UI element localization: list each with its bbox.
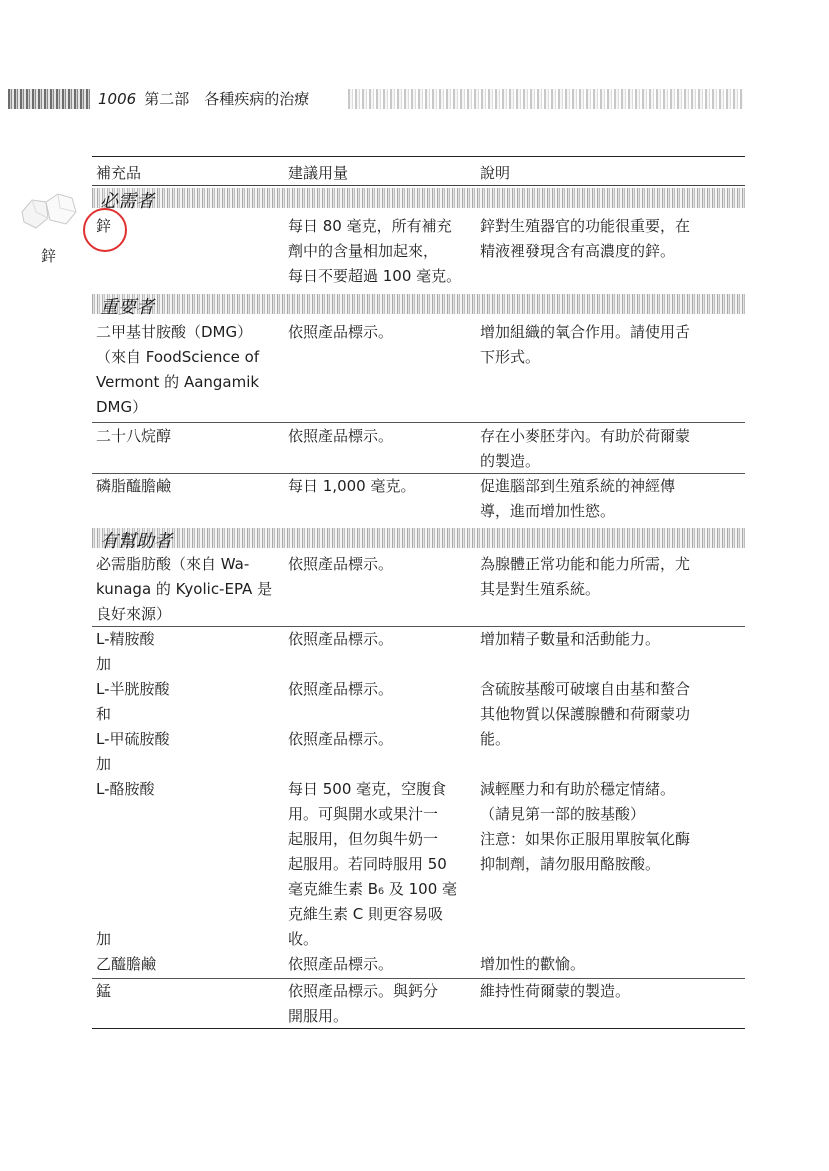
page-number: 1006 (98, 90, 137, 108)
table-top-rule (92, 156, 745, 157)
manganese-dose: 依照產品標示。與鈣分 開服用。 (288, 982, 439, 1025)
table-header (92, 162, 745, 184)
dmg-name: 二甲基甘胺酸（DMG） （來自 FoodScience of Vermont 的 Aangamik DMG） (96, 323, 260, 416)
section-label: 必需者 (98, 187, 156, 213)
arginine-dose: 依照產品標示。 (288, 630, 394, 648)
cysteine-name: L-半胱胺酸 和 (96, 680, 170, 723)
efa-dose: 依照產品標示。 (288, 555, 394, 573)
efa-note: 為腺體正常功能和能力所需，尤 其是對生殖系統。 (480, 555, 691, 598)
zinc-name: 鋅 (96, 217, 112, 235)
acetylcholine-name: 乙醯膽鹼 (96, 955, 157, 973)
section-helpful (92, 526, 745, 550)
column-header-comments: 說明 (480, 164, 511, 182)
chapter-title: 第二部 各種疾病的治療 (144, 90, 310, 108)
section-label: 重要者 (98, 293, 156, 319)
manganese-name: 錳 (96, 982, 112, 1000)
arginine-note: 增加精子數量和活動能力。 (480, 630, 661, 648)
zinc-note: 鋅對生殖器官的功能很重要，在 精液裡發現含有高濃度的鋅。 (480, 217, 691, 260)
section-important (92, 292, 745, 316)
tyrosine-name-tail: 加 (96, 930, 112, 948)
column-header-dosage: 建議用量 (288, 164, 349, 182)
side-label: 鋅 (41, 247, 57, 265)
column-header-supplement: 補充品 (96, 164, 142, 182)
running-header (8, 86, 743, 112)
manganese-note: 維持性荷爾蒙的製造。 (480, 982, 631, 1000)
acetylcholine-note: 增加性的歡愉。 (480, 955, 586, 973)
phosphatidylcholine-dose: 每日 1,000 毫克。 (288, 477, 416, 495)
phosphatidylcholine-name: 磷脂醯膽鹼 (96, 477, 172, 495)
header-shading-left (8, 89, 90, 109)
cysteine-note: 含硫胺基酸可破壞自由基和螯合 其他物質以保護腺體和荷爾蒙功 能。 (480, 680, 691, 748)
efa-name: 必需脂肪酸（來自 Wa- kunaga 的 Kyolic-EPA 是 良好來源） (96, 555, 273, 623)
row-divider (92, 422, 745, 423)
dmg-note: 增加組織的氧合作用。請使用舌 下形式。 (480, 323, 691, 366)
zinc-dose: 每日 80 毫克，所有補充 劑中的含量相加起來， 每日不要超過 100 毫克。 (288, 217, 462, 285)
section-essential (92, 186, 745, 210)
octacosanol-name: 二十八烷醇 (96, 427, 172, 445)
octacosanol-dose: 依照產品標示。 (288, 427, 394, 445)
acetylcholine-dose: 依照產品標示。 (288, 955, 394, 973)
tyrosine-note: 減輕壓力和有助於穩定情緒。 （請見第一部的胺基酸） 注意：如果你正服用單胺氧化酶 抑制劑，請勿服用酪胺酸。 (480, 780, 691, 873)
methionine-dose: 依照產品標示。 (288, 730, 394, 748)
methionine-name: L-甲硫胺酸 加 (96, 730, 170, 773)
tyrosine-name: L-酪胺酸 (96, 780, 155, 798)
header-text (98, 88, 309, 109)
cysteine-dose: 依照產品標示。 (288, 680, 394, 698)
phosphatidylcholine-note: 促進腦部到生殖系統的神經傳 導，進而增加性慾。 (480, 477, 676, 520)
table-bottom-rule (92, 1028, 745, 1029)
dmg-dose: 依照產品標示。 (288, 323, 394, 341)
arginine-name: L-精胺酸 加 (96, 630, 155, 673)
octacosanol-note: 存在小麥胚芽內。有助於荷爾蒙 的製造。 (480, 427, 691, 470)
section-label: 有幫助者 (98, 527, 174, 553)
header-shading-right (348, 89, 743, 109)
crystal-decoration-icon (20, 190, 82, 232)
tyrosine-dose: 每日 500 毫克，空腹食 用。可與開水或果汁一 起服用，但勿與牛奶一 起服用。若同時服用 50 毫克維生素 B₆ 及 100 毫 克維生素 C 則更容易吸 收。 (288, 780, 458, 948)
